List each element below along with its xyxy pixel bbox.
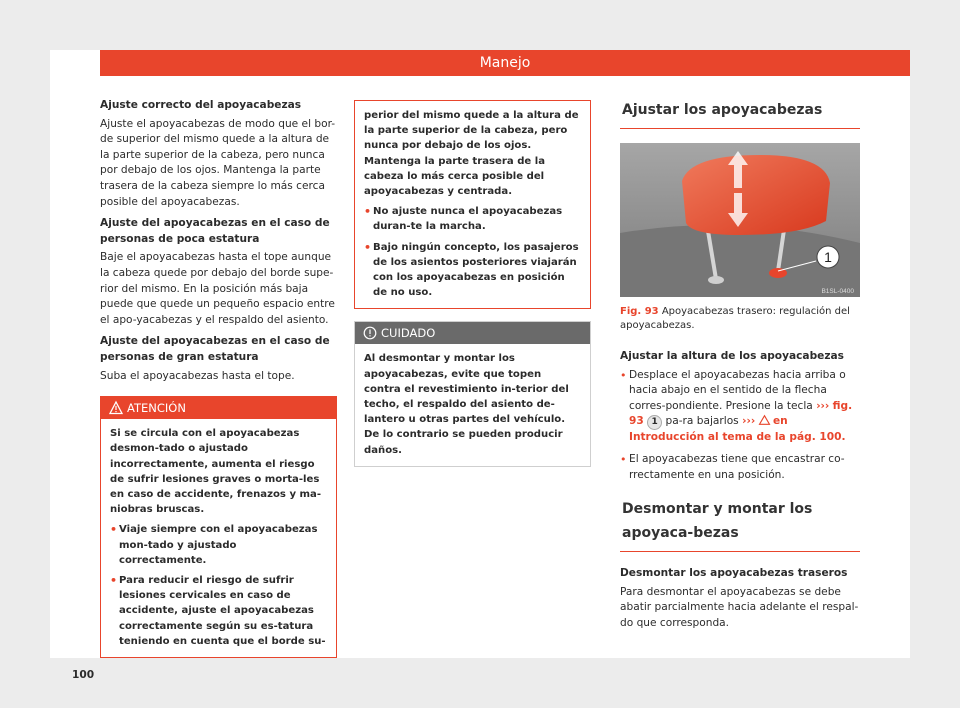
warning-body [101, 419, 336, 657]
subheading-tall-people: Ajuste del apoyacabezas en el caso de personas de gran estatura [100, 335, 330, 363]
figure-caption-text: Apoyacabezas trasero: regulación del apoyacabezas. [620, 306, 850, 331]
caution-header [355, 322, 590, 344]
column-left [72, 98, 337, 681]
figure-link[interactable]: fig. 93 [629, 399, 853, 428]
subheading-remove-rear: Desmontar los apoyacabezas traseros [620, 567, 848, 580]
warning-bullet: • Para reducir el riesgo de sufrir lesiones cervicales en caso de accidente, ajuste el apoyacabezas correctamente según su es-tatura teniendo en cuenta que el borde su- [110, 573, 327, 649]
figure-code: B1SL-0400 [821, 288, 854, 295]
caution-box [354, 321, 591, 466]
column-middle [354, 100, 591, 467]
figure-callout: 1 [824, 249, 832, 265]
section-title-adjust: Ajustar los apoyacabezas [620, 98, 860, 129]
figure-caption [620, 305, 860, 333]
headrest-figure [620, 143, 860, 297]
paragraph-correct-adjust: Ajuste el apoyacabezas de modo que el bor-de superior del mismo quede a la altura de la parte superior de la cabeza, pero nunca por debajo de los ojos. Mantenga la parte trasera de la cabeza siempre lo más cerca posible del apoyacabezas. [100, 117, 336, 208]
warning-box [100, 396, 337, 658]
callout-number: 1 [647, 415, 662, 430]
warning-triangle-icon [109, 401, 123, 415]
warning-text: Si se circula con el apoyacabezas desmon-tado o ajustado incorrectamente, aumenta el riesgo de sufrir lesiones graves o morta-les en caso de accidente, frenazos y ma-niobras bruscas. [110, 428, 322, 516]
warning-bullet: • No ajuste nunca el apoyacabezas duran-te la marcha. [364, 204, 581, 234]
caution-text: Al desmontar y montar los apoyacabezas, evite que topen contra el revestimiento in-terior del techo, el respaldo del asiento de-lantero u otras partes del vehículo. De lo contrario se pueden producir daños. [364, 353, 569, 456]
warning-triangle-icon [759, 415, 770, 425]
subheading-adjust-height: Ajustar la altura de los apoyacabezas [620, 350, 844, 362]
info-circle-icon [363, 326, 377, 340]
page-number: 100 [72, 669, 95, 681]
figure-label: Fig. 93 [620, 306, 659, 317]
warning-header [101, 397, 336, 419]
subheading-correct-adjust: Ajuste correcto del apoyacabezas [100, 99, 302, 111]
section-header: Manejo [100, 50, 910, 76]
column-right [620, 98, 860, 638]
caution-body [355, 344, 590, 465]
paragraph-remove-rear: Para desmontar el apoyacabezas se debe abatir parcialmente hacia adelante el respal-do que corresponda. [620, 585, 859, 629]
caution-title: CUIDADO [381, 326, 436, 341]
warning-bullet: • Bajo ningún concepto, los pasajeros de los asientos posteriores viajarán con los apoyacabezas en posición de no uso. [364, 240, 581, 301]
manual-page [50, 50, 910, 681]
paragraph-short-people: Baje el apoyacabezas hasta el tope aunque la cabeza quede por debajo del borde supe-rior del mismo. En la posición más baja puede que quede un pequeño espacio entre el apo-yacabezas y el respaldo del asiento. [100, 251, 335, 326]
subheading-short-people: Ajuste del apoyacabezas en el caso de personas de poca estatura [100, 217, 330, 245]
warning-continued-text: perior del mismo quede a la altura de la parte superior de la cabeza, pero nunca por debajo de los ojos. Mantenga la parte trasera de la cabeza lo más cerca posible del apoyacabezas y centrada. [364, 110, 579, 198]
adjust-bullet: • Desplace el apoyacabezas hacia arriba o hacia abajo en el sentido de la flecha corres-pondiente. Presione la tecla ››› fig. 93 1 pa-ra bajarlos ››› en Introducción al tema de la pág. 100. [620, 368, 860, 446]
paragraph-tall-people: Suba el apoyacabezas hasta el tope. [100, 369, 295, 382]
warning-continued-body [355, 101, 590, 308]
headrest-illustration [620, 143, 860, 297]
adjust-bullet: • El apoyacabezas tiene que encastrar co-rrectamente en una posición. [620, 452, 860, 483]
reference-link[interactable]: en Introducción al tema de la pág. 100 [629, 415, 842, 444]
section-title-remove: Desmontar y montar los apoyaca-bezas [620, 493, 860, 552]
warning-bullet: • Viaje siempre con el apoyacabezas mon-tado y ajustado correctamente. [110, 522, 327, 568]
warning-title: ATENCIÓN [127, 401, 186, 416]
warning-box-continued [354, 100, 591, 309]
